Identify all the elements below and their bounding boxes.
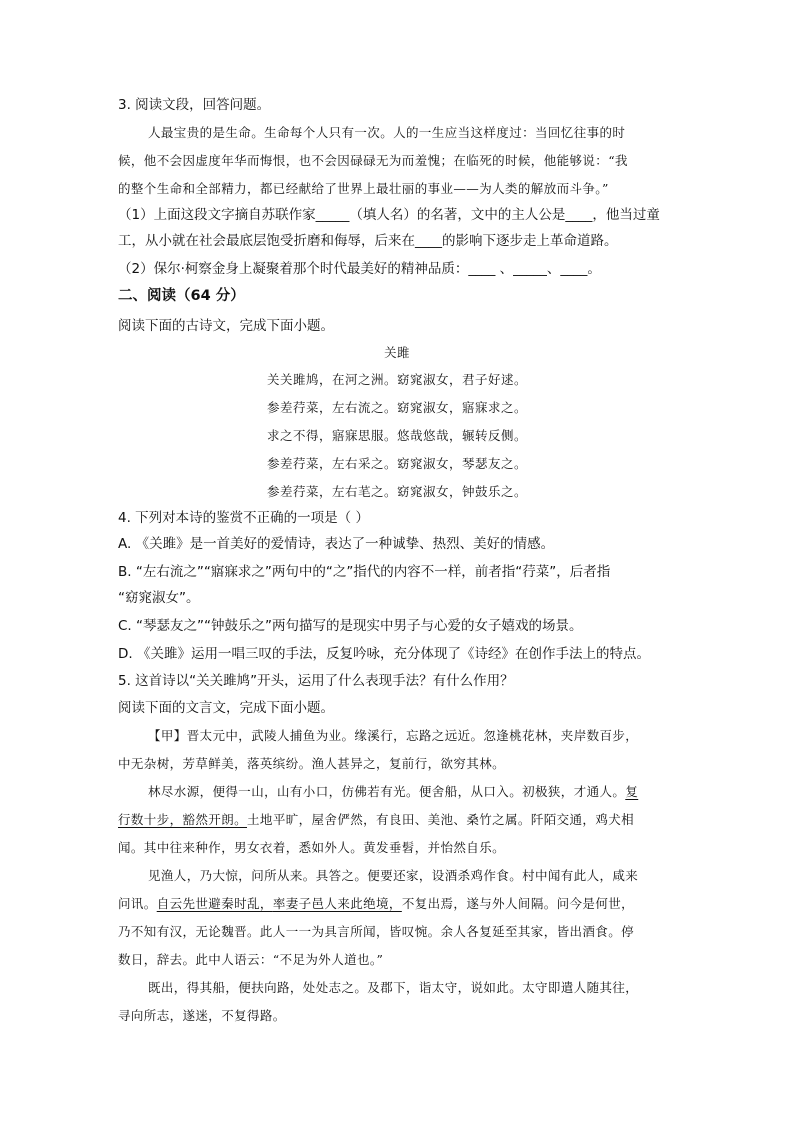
wenyan-text: 林尽水源，便得一山，山有小口，仿佛若有光。便舍船，从口入。初极狭，才通人。	[148, 784, 626, 799]
question-3-sub1: （1）上面这段文字摘自苏联作家_____（填人名）的名著，文中的主人公是____，他当过童	[118, 207, 660, 223]
poem-title: 关雎	[384, 345, 410, 360]
option-b: B. “左右流之”“寤寐求之”两句中的“之”指代的内容不一样，前者指“荇菜”，后者指	[118, 564, 611, 580]
wenyan-line: 闻。其中往来种作，男女衣着，悉如外人。黄发垂髫，并怡然自乐。	[118, 840, 506, 855]
wenyan-line	[148, 782, 638, 802]
option-a: A. 《关雎》是一首美好的爱情诗，表达了一种诚挚、热烈、美好的情感。	[118, 536, 555, 552]
section-intro: 阅读下面的古诗文，完成下面小题。	[118, 318, 334, 334]
wenyan-line: 乃不知有汉，无论魏晋。此人一一为具言所闻，皆叹惋。余人各复延至其家，皆出酒食。停	[118, 924, 635, 939]
question-5-stem: 5. 这首诗以“关关雎鸠”开头，运用了什么表现手法？有什么作用？	[118, 673, 514, 689]
poem-line: 参差荇菜，左右流之。窈窕淑女，寤寐求之。	[266, 400, 527, 415]
wenyan-line: 【甲】晋太元中，武陵人捕鱼为业。缘溪行，忘路之远近。忽逢桃花林，夹岸数百步，	[148, 728, 639, 743]
wenyan-line	[118, 894, 634, 914]
wenyan-text: 土地平旷，屋舍俨然，有良田、美池、桑竹之属。阡陌交通，鸡犬相	[247, 812, 635, 827]
section-heading: 二、阅读（64 分）	[118, 288, 245, 304]
passage-line: 的整个生命和全部精力，都已经献给了世界上最壮丽的事业——为人类的解放而斗争。”	[118, 181, 609, 196]
option-c: C. “琴瑟友之”“钟鼓乐之”两句描写的是现实中男子与心爱的女子嬉戏的场景。	[118, 618, 583, 634]
wenyan-line: 见渔人，乃大惊，问所从来。具答之。便要还家，设酒杀鸡作食。村中闻有此人，咸来	[148, 868, 639, 883]
underlined-text: 行数十步，豁然开朗。	[118, 812, 248, 827]
poem-line: 参差荇菜，左右采之。窈窕淑女，琴瑟友之。	[266, 456, 527, 471]
question-3-sub2: （2）保尔·柯察金身上凝聚着那个时代最美好的精神品质：____ 、_____、____。	[118, 261, 601, 277]
poem-line: 参差荇菜，左右芼之。窈窕淑女，钟鼓乐之。	[266, 484, 527, 499]
option-b-continued: “窈窕淑女”。	[118, 590, 200, 606]
underlined-text: 自云先世避秦时乱，	[156, 896, 273, 911]
wenyan-line: 数日，辞去。此中人语云：“不足为外人道也。”	[118, 952, 384, 967]
reading-intro: 阅读下面的文言文，完成下面小题。	[118, 700, 334, 716]
question-4-stem: 4. 下列对本诗的鉴赏不正确的一项是（ ）	[118, 510, 369, 526]
underlined-text: 率妻子邑人来此绝境，	[272, 896, 402, 911]
wenyan-line: 寻向所志，遂迷，不复得路。	[118, 1008, 286, 1023]
passage-line: 候，他不会因虚度年华而悔恨，也不会因碌碌无为而羞愧；在临死的时候，他能够说：“我	[118, 153, 628, 168]
passage-line: 人最宝贵的是生命。生命每个人只有一次。人的一生应当这样度过：当回忆往事的时	[148, 125, 626, 140]
underlined-text: 复	[625, 784, 639, 799]
wenyan-text: 不复出焉，遂与外人间隔。问今是何世，	[401, 896, 635, 911]
wenyan-line: 中无杂树，芳草鲜美，落英缤纷。渔人甚异之，复前行，欲穷其林。	[118, 756, 506, 771]
wenyan-text: 问讯。	[118, 896, 157, 911]
wenyan-line	[118, 810, 634, 830]
poem-line: 求之不得，寤寐思服。悠哉悠哉，辗转反侧。	[266, 428, 527, 443]
question-3-sub1: 工，从小就在社会最底层饱受折磨和侮辱，后来在____的影响下逐步走上革命道路。	[118, 233, 618, 249]
option-d: D. 《关雎》运用一唱三叹的手法，反复吟咏，充分体现了《诗经》在创作手法上的特点。	[118, 646, 650, 662]
poem-line: 关关雎鸠，在河之洲。窈窕淑女，君子好逑。	[266, 372, 527, 387]
wenyan-line: 既出，得其船，便扶向路，处处志之。及郡下，诣太守，说如此。太守即遣人随其往，	[148, 980, 639, 995]
question-3-title: 3. 阅读文段，回答问题。	[118, 97, 271, 113]
